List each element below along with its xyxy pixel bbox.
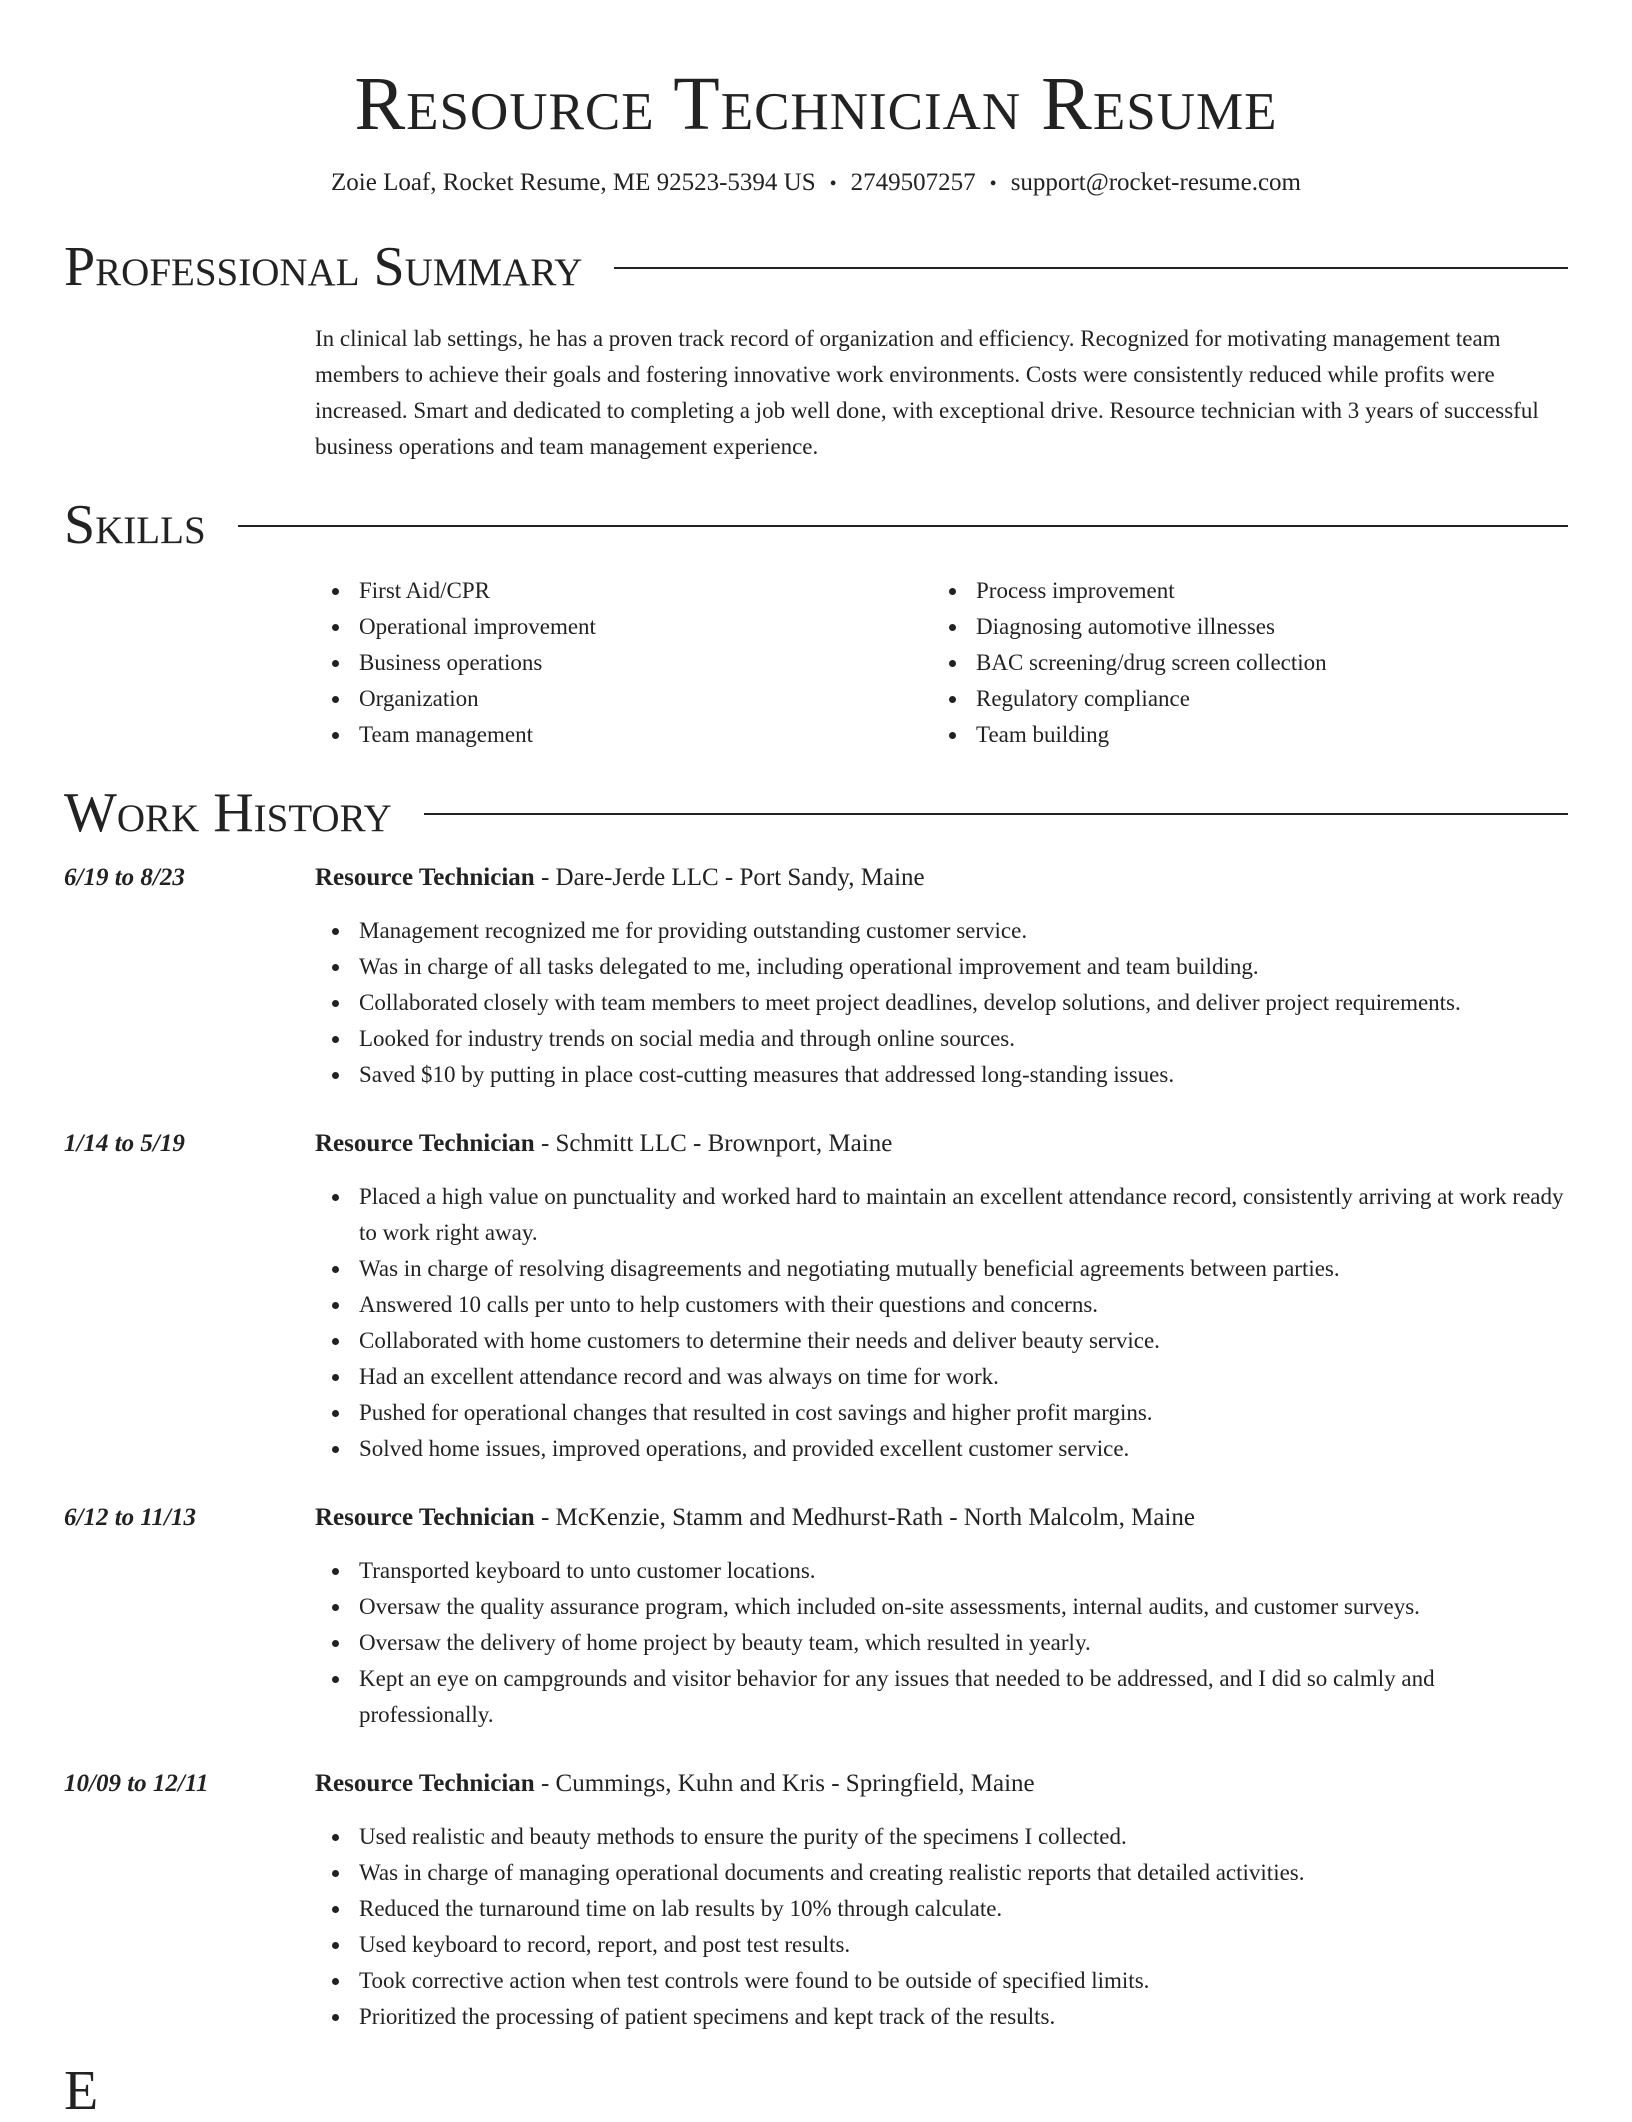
resume-title: Resource Technician Resume xyxy=(354,62,1278,146)
work-history-heading: Work History xyxy=(64,782,392,844)
job-entry xyxy=(64,1501,1568,1733)
resume-page xyxy=(64,0,1568,2122)
job-title: Resource Technician xyxy=(315,1130,535,1157)
contact-line xyxy=(64,168,1568,199)
section-divider xyxy=(238,525,1568,527)
job-header xyxy=(64,1767,1568,1801)
skill-item: Process improvement xyxy=(932,573,1549,609)
job-title: Resource Technician xyxy=(315,864,535,891)
job-body xyxy=(315,1553,1568,1733)
job-bullet: Management recognized me for providing outstanding customer service. xyxy=(315,913,1568,949)
section-divider xyxy=(424,813,1568,815)
job-bullet: Oversaw the quality assurance program, which included on-site assessments, internal audits, and customer surveys. xyxy=(315,1589,1568,1625)
job-bullet: Collaborated with home customers to determine their needs and deliver beauty service. xyxy=(315,1323,1568,1359)
job-bullet: Reduced the turnaround time on lab results by 10% through calculate. xyxy=(315,1891,1568,1927)
work-history-section-header xyxy=(64,782,1568,844)
job-heading xyxy=(315,1127,892,1161)
job-employer: - Dare-Jerde LLC - Port Sandy, Maine xyxy=(534,864,925,891)
job-employer: - Cummings, Kuhn and Kris - Springfield, Maine xyxy=(534,1770,1035,1797)
skill-item: Team building xyxy=(932,717,1549,753)
job-bullet: Used realistic and beauty methods to ensure the purity of the specimens I collected. xyxy=(315,1819,1568,1855)
skill-item: Team management xyxy=(315,717,932,753)
contact-email: support@rocket-resume.com xyxy=(1010,169,1301,196)
job-header xyxy=(64,1127,1568,1161)
job-bullet: Pushed for operational changes that resulted in cost savings and higher profit margins. xyxy=(315,1395,1568,1431)
job-employer: - McKenzie, Stamm and Medhurst-Rath - North Malcolm, Maine xyxy=(534,1504,1195,1531)
job-bullets xyxy=(315,1819,1568,2035)
summary-text: In clinical lab settings, he has a proven track record of organization and efficiency. Recognized for motivating management team members to achieve their goals and fostering innovative work environments. Costs were consistently reduced while profits were increased. Smart and dedicated to completing a job well done, with exceptional drive. Resource technician with 3 years of successful business operations and team management experience. xyxy=(315,326,1539,459)
job-title: Resource Technician xyxy=(315,1504,535,1531)
job-employer: - Schmitt LLC - Brownport, Maine xyxy=(534,1130,893,1157)
job-bullet: Was in charge of resolving disagreements and negotiating mutually beneficial agreements between parties. xyxy=(315,1251,1568,1287)
job-bullet: Answered 10 calls per unto to help customers with their questions and concerns. xyxy=(315,1287,1568,1323)
skill-item: Organization xyxy=(315,681,932,717)
summary-body xyxy=(315,321,1568,465)
job-header xyxy=(64,861,1568,895)
job-bullet: Placed a high value on punctuality and worked hard to maintain an excellent attendance record, consistently arriving at work ready to work right away. xyxy=(315,1179,1568,1251)
skills-heading: Skills xyxy=(64,494,206,556)
summary-heading: Professional Summary xyxy=(64,236,583,298)
job-dates: 6/19 to 8/23 xyxy=(64,864,185,891)
skill-item: BAC screening/drug screen collection xyxy=(932,645,1549,681)
job-bullet: Kept an eye on campgrounds and visitor behavior for any issues that needed to be addressed, and I did so calmly and professionally. xyxy=(315,1661,1568,1733)
skill-item: Diagnosing automotive illnesses xyxy=(932,609,1549,645)
job-heading xyxy=(315,1501,1195,1535)
job-bullets xyxy=(315,913,1568,1093)
job-dates: 6/12 to 11/13 xyxy=(64,1504,196,1531)
job-bullet: Was in charge of managing operational documents and creating realistic reports that detailed activities. xyxy=(315,1855,1568,1891)
job-entry xyxy=(64,1767,1568,2035)
contact-phone: 2749507257 xyxy=(850,169,976,196)
job-dates: 10/09 to 12/11 xyxy=(64,1770,209,1797)
job-body xyxy=(315,913,1568,1093)
job-bullet: Collaborated closely with team members to meet project deadlines, develop solutions, and deliver project requirements. xyxy=(315,985,1568,1021)
job-body xyxy=(315,1179,1568,1467)
job-bullet: Was in charge of all tasks delegated to me, including operational improvement and team building. xyxy=(315,949,1568,985)
job-header xyxy=(64,1501,1568,1535)
skills-column-left xyxy=(315,573,932,753)
job-entry xyxy=(64,861,1568,1093)
section-divider xyxy=(614,267,1568,269)
skill-item: Regulatory compliance xyxy=(932,681,1549,717)
job-heading xyxy=(315,1767,1035,1801)
job-body xyxy=(315,1819,1568,2035)
contact-address: Zoie Loaf, Rocket Resume, ME 92523-5394 US xyxy=(331,169,816,196)
contact-separator: • xyxy=(829,173,837,195)
job-bullet: Oversaw the delivery of home project by beauty team, which resulted in yearly. xyxy=(315,1625,1568,1661)
job-bullet: Solved home issues, improved operations, and provided excellent customer service. xyxy=(315,1431,1568,1467)
job-bullet: Had an excellent attendance record and was always on time for work. xyxy=(315,1359,1568,1395)
job-bullet: Took corrective action when test controls were found to be outside of specified limits. xyxy=(315,1963,1568,1999)
job-bullet: Looked for industry trends on social media and through online sources. xyxy=(315,1021,1568,1057)
job-dates: 1/14 to 5/19 xyxy=(64,1130,185,1157)
contact-separator: • xyxy=(989,173,997,195)
skill-item: Operational improvement xyxy=(315,609,932,645)
next-section-header xyxy=(64,2060,1568,2122)
job-bullet: Used keyboard to record, report, and post test results. xyxy=(315,1927,1568,1963)
skills-list xyxy=(315,573,1568,753)
skill-item: First Aid/CPR xyxy=(315,573,932,609)
job-bullet: Saved $10 by putting in place cost-cutting measures that addressed long-standing issues. xyxy=(315,1057,1568,1093)
job-bullets xyxy=(315,1553,1568,1733)
skill-item: Business operations xyxy=(315,645,932,681)
job-bullet: Transported keyboard to unto customer locations. xyxy=(315,1553,1568,1589)
job-bullet: Prioritized the processing of patient specimens and kept track of the results. xyxy=(315,1999,1568,2035)
next-section-heading-partial: E xyxy=(64,2060,99,2122)
summary-section-header xyxy=(64,236,1568,298)
job-title: Resource Technician xyxy=(315,1770,535,1797)
skills-section-header xyxy=(64,494,1568,556)
job-heading xyxy=(315,861,925,895)
job-bullets xyxy=(315,1179,1568,1467)
skills-column-right xyxy=(932,573,1549,753)
job-entry xyxy=(64,1127,1568,1467)
